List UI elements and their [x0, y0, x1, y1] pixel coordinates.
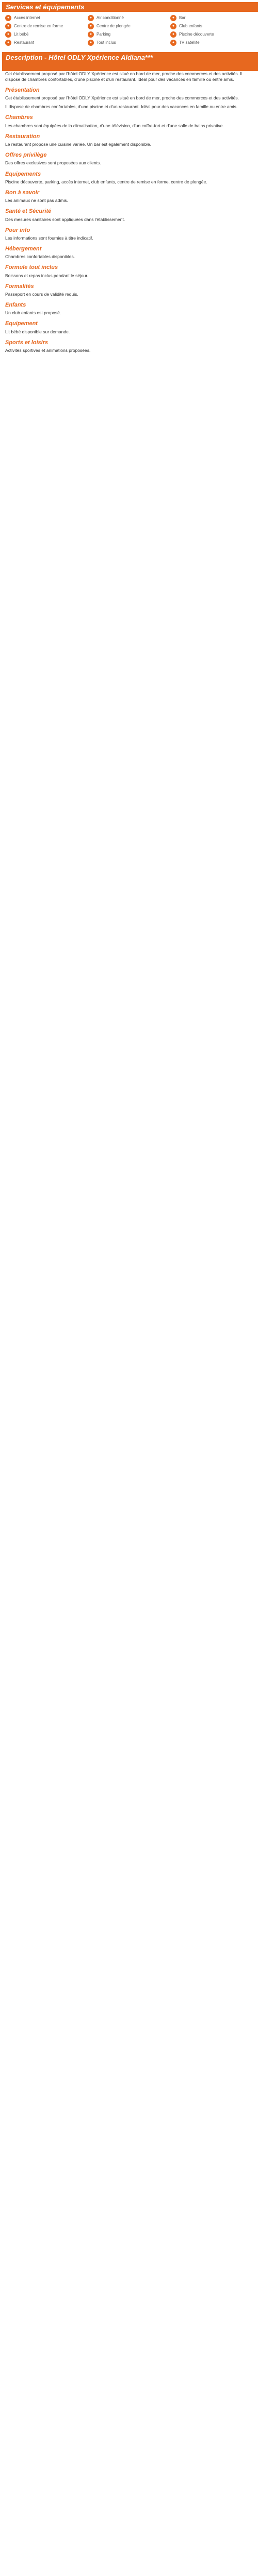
- service-item: [170, 31, 253, 38]
- section-title: Formalités: [5, 283, 34, 290]
- service-label: Bar: [179, 15, 186, 20]
- section: [5, 87, 255, 110]
- service-item: [5, 23, 88, 29]
- section-title: Formule tout inclus: [5, 264, 58, 271]
- section-title: Sports et loisirs: [5, 339, 49, 346]
- service-item: [5, 15, 88, 21]
- section-paragraph: Des mesures sanitaires sont appliquées dans l'établissement.: [5, 216, 125, 222]
- service-label: Centre de remise en forme: [14, 23, 63, 28]
- parking-icon: ●: [5, 31, 11, 38]
- services-header: Services et équipements: [2, 2, 258, 12]
- section-title: Pour info: [5, 227, 30, 233]
- section-title: Santé et Sécurité: [5, 208, 52, 215]
- section-paragraph: Les informations sont fournies à titre indicatif.: [5, 235, 93, 241]
- section-paragraph: Passeport en cours de validité requis.: [5, 291, 78, 297]
- service-label: Centre de plongée: [96, 23, 131, 28]
- section: [5, 283, 255, 297]
- wifi-icon: ●: [88, 31, 94, 38]
- section-title: Restauration: [5, 133, 40, 140]
- section-title: Equipements: [5, 171, 41, 177]
- ac-icon: ●: [88, 15, 94, 21]
- section-title: Présentation: [5, 87, 40, 94]
- service-item: [170, 15, 253, 21]
- section-title: Equipement: [5, 320, 38, 327]
- section-paragraph: Des offres exclusives sont proposées aux clients.: [5, 160, 101, 166]
- service-label: Air conditionné: [96, 15, 124, 20]
- section: [5, 171, 255, 185]
- service-item: [170, 40, 253, 46]
- section: [5, 245, 255, 260]
- restaurant-icon: ●: [5, 40, 11, 46]
- service-label: Restaurant: [14, 40, 35, 45]
- section-title: Enfants: [5, 301, 26, 308]
- bar-icon: ●: [170, 15, 176, 21]
- bed-icon: ●: [88, 23, 94, 29]
- section: [5, 339, 255, 353]
- service-label: Lit bébé: [14, 31, 29, 37]
- safe-icon: ●: [170, 40, 176, 46]
- section: [5, 208, 255, 222]
- service-label: Accès internet: [14, 15, 40, 20]
- section-title: Hébergement: [5, 245, 42, 252]
- section-paragraph: Il dispose de chambres confortables, d'une piscine et d'un restaurant. Idéal pour des vacances en famille ou entre amis.: [5, 104, 238, 110]
- section: [5, 71, 255, 82]
- service-item: [88, 31, 170, 38]
- section-paragraph: Cet établissement proposé par l'hôtel ODLY Xpérience est situé en bord de mer, proche des commerces et des activités. Il dispose de chambres confortables, d'une piscine et d'un restaurant. Idéal pour des vacances en famille ou entre amis.: [5, 71, 243, 82]
- service-item: [88, 40, 170, 46]
- service-label: TV satellite: [179, 40, 200, 45]
- service-label: Parking: [96, 31, 111, 37]
- spa-icon: ●: [88, 40, 94, 46]
- services-grid: [2, 12, 258, 49]
- service-item: [5, 40, 88, 46]
- section: [5, 151, 255, 166]
- service-item: [170, 23, 253, 29]
- section-paragraph: Lit bébé disponible sur demande.: [5, 329, 70, 334]
- section-paragraph: Le restaurant propose une cuisine variée. Un bar est également disponible.: [5, 142, 152, 147]
- section-paragraph: Les chambres sont équipées de la climatisation, d'une télévision, d'un coffre-fort et d'une salle de bains privative.: [5, 123, 224, 128]
- section: [5, 264, 255, 278]
- description-content: [2, 71, 258, 353]
- pet-icon: ●: [170, 31, 176, 38]
- section: [5, 227, 255, 241]
- section-title: Chambres: [5, 114, 33, 121]
- section-paragraph: Piscine découverte, parking, accès internet, club enfants, centre de remise en forme, centre de plongée.: [5, 179, 207, 184]
- section: [5, 133, 255, 147]
- description-header: Description - Hôtel ODLY Xpérience Aldiana***: [2, 52, 258, 71]
- section-paragraph: Boissons et repas inclus pendant le séjour.: [5, 273, 89, 278]
- section-paragraph: Un club enfants est proposé.: [5, 310, 61, 316]
- section: [5, 114, 255, 128]
- service-item: [88, 23, 170, 29]
- service-item: [88, 15, 170, 21]
- service-item: [5, 31, 88, 38]
- pool-icon: ●: [5, 15, 11, 21]
- service-label: Piscine découverte: [179, 31, 214, 37]
- section: [5, 301, 255, 316]
- section-paragraph: Cet établissement proposé par l'hôtel ODLY Xpérience est situé en bord de mer, proche des commerces et des activités.: [5, 95, 239, 101]
- pool-icon: ●: [5, 23, 11, 29]
- section-title: Bon à savoir: [5, 189, 40, 196]
- section-paragraph: Chambres confortables disponibles.: [5, 254, 75, 260]
- section: [5, 189, 255, 204]
- section-title: Offres privilège: [5, 152, 47, 159]
- section-paragraph: Activités sportives et animations proposées.: [5, 347, 91, 353]
- section: [5, 320, 255, 334]
- child-icon: ●: [170, 23, 176, 29]
- service-label: Club enfants: [179, 23, 202, 28]
- section-paragraph: Les animaux ne sont pas admis.: [5, 198, 68, 204]
- service-label: Tout inclus: [96, 40, 116, 45]
